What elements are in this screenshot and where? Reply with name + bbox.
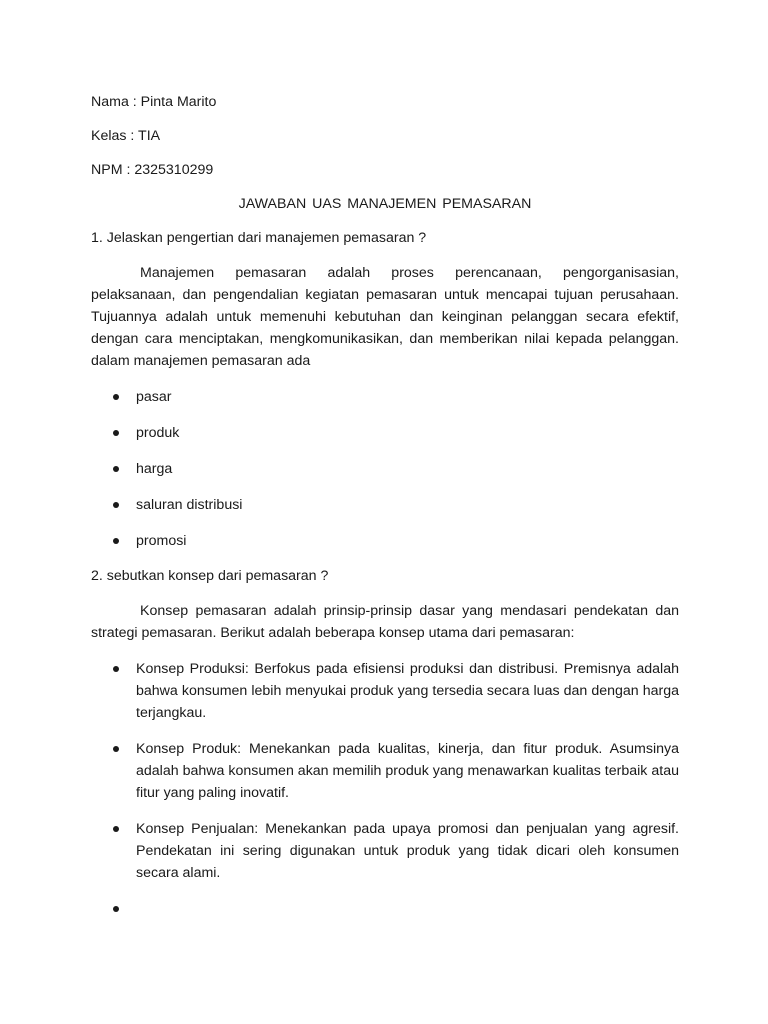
list-item xyxy=(91,818,679,884)
answer-1-paragraph: Manajemen pemasaran adalah proses perencanaan, pengorganisasian, pelaksanaan, dan pengendalian kegiatan pemasaran untuk mencapai tujuan perusahaan. Tujuannya adalah untuk memenuhi kebutuhan dan keinginan pelanggan secara efektif, dengan cara menciptakan, mengkomunikasikan, dan memberikan nilai kepada pelanggan. dalam manajemen pemasaran ada xyxy=(91,265,679,369)
list-item-text: Konsep Penjualan: Menekankan pada upaya promosi dan penjualan yang agresif. Pendekatan ini sering digunakan untuk produk yang tidak dicari oleh konsumen secara alami. xyxy=(136,821,679,881)
bullet-icon xyxy=(113,746,119,752)
answer-1-list xyxy=(91,386,679,552)
list-item xyxy=(91,530,679,552)
list-item-text: Konsep Produk: Menekankan pada kualitas, kinerja, dan fitur produk. Asumsinya adalah bahwa konsumen akan memilih produk yang menawarkan kualitas terbaik atau fitur yang paling inovatif. xyxy=(136,741,679,801)
answer-2-list xyxy=(91,658,679,884)
answer-2-paragraph: Konsep pemasaran adalah prinsip-prinsip dasar yang mendasari pendekatan dan strategi pemasaran. Berikut adalah beberapa konsep utama dari pemasaran: xyxy=(91,603,679,641)
student-class: Kelas : TIA xyxy=(91,128,161,144)
bullet-icon xyxy=(113,538,119,544)
list-item xyxy=(91,422,679,444)
bullet-icon xyxy=(113,502,119,508)
bullet-icon xyxy=(113,666,119,672)
list-item-text: pasar xyxy=(136,389,172,405)
document-title: JAWABAN UAS MANAJEMEN PEMASARAN xyxy=(238,196,532,212)
list-item xyxy=(91,738,679,804)
bullet-icon xyxy=(113,466,119,472)
list-item-text: Konsep Produksi: Berfokus pada efisiensi produksi dan distribusi. Premisnya adalah bahwa konsumen lebih menyukai produk yang tersedia secara luas dan dengan harga terjangkau. xyxy=(136,661,679,721)
student-name: Nama : Pinta Marito xyxy=(91,94,217,110)
list-item xyxy=(91,386,679,408)
list-item xyxy=(91,494,679,516)
bullet-icon xyxy=(113,826,119,832)
list-item-text: harga xyxy=(136,461,173,477)
list-item-text: saluran distribusi xyxy=(136,497,243,513)
list-item-text: promosi xyxy=(136,533,187,549)
question-2: 2. sebutkan konsep dari pemasaran ? xyxy=(91,568,329,584)
student-npm: NPM : 2325310299 xyxy=(91,162,214,178)
bullet-icon xyxy=(113,430,119,436)
list-item xyxy=(91,658,679,724)
bullet-icon xyxy=(113,906,119,912)
list-item xyxy=(91,458,679,480)
list-item-text: produk xyxy=(136,425,180,441)
bullet-icon xyxy=(113,394,119,400)
question-1: 1. Jelaskan pengertian dari manajemen pemasaran ? xyxy=(91,230,427,246)
